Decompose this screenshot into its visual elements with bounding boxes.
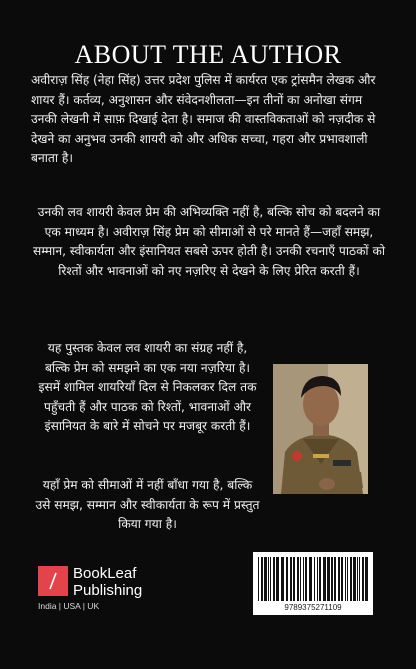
barcode-bar [305, 557, 307, 601]
publisher-name-line2: Publishing [73, 582, 143, 599]
barcode-bar [347, 557, 348, 601]
barcode-bar [341, 557, 343, 601]
barcode-bar [281, 557, 284, 601]
author-portrait-icon [273, 364, 368, 494]
barcode-bar [286, 557, 288, 601]
barcode-bar [309, 557, 312, 601]
barcode-bar [276, 557, 279, 601]
barcode-bar [317, 557, 318, 601]
bio-paragraph-1: अवीराज़ सिंह (नेहा सिंह) उत्तर प्रदेश पुलिस में कार्यरत एक ट्रांसमैन लेखक और शायर हैं। कर्तव्य, अनुशासन और संवेदनशीलता—इन तीनों का अनोखा संगम उनकी लेखनी में साफ़ दिखाई देता है। समाज की वास्तविकताओं को नज़दीक से देखने का अनुभव उनकी शायरी को और अधिक सच्चा, गहरा और प्रभावशाली बनाता है। [31, 73, 376, 166]
barcode-bar [297, 557, 299, 601]
barcode-bar [345, 557, 346, 601]
barcode-bar [273, 557, 275, 601]
barcode-bar [331, 557, 333, 601]
barcode-bar [268, 557, 269, 601]
barcode-bar [314, 557, 315, 601]
bio-paragraph-2: उनकी लव शायरी केवल प्रेम की अभिव्यक्ति नहीं है, बल्कि सोच को बदलने का एक माध्यम है। अवीराज़ सिंह प्रेम को सीमाओं से परे मानते हैं—जहाँ समझ, सम्मान, स्वीकार्यता और इंसानियत सबसे ऊपर होती है। उनकी रचनाएँ पाठकों को रिश्तों और भावनाओं को नए नज़रिए से देखने के लिए प्रेरित करती हैं। [33, 205, 385, 278]
barcode-bar [293, 557, 295, 601]
author-photo [273, 364, 368, 494]
page-title: ABOUT THE AUTHOR [74, 40, 342, 69]
isbn-number: 9789375271109 [284, 603, 342, 612]
barcode-bar [362, 557, 364, 601]
barcode-bar [300, 557, 301, 601]
barcode-bar [359, 557, 360, 601]
barcode-bar [357, 557, 358, 601]
barcode-bar [334, 557, 336, 601]
isbn-barcode [253, 552, 373, 615]
publisher-name [73, 565, 142, 599]
barcode-bar [323, 557, 326, 601]
barcode-bar [327, 557, 330, 601]
barcode-bar [264, 557, 267, 601]
publisher-regions: India | USA | UK [38, 601, 100, 611]
barcode-icon [258, 557, 368, 601]
barcode-bar [258, 557, 259, 601]
barcode-bar [353, 557, 356, 601]
barcode-bar [338, 557, 340, 601]
bio-paragraph-3: यह पुस्तक केवल लव शायरी का संग्रह नहीं है, बल्कि प्रेम को समझने का एक नया नज़रिया है। इसमें शामिल शायरियाँ दिल से निकलकर दिल तक पहुँचती हैं और पाठक को रिश्तों, भावनाओं और इंसानियत के बारे में सोचने पर मजबूर करती हैं। [38, 341, 257, 434]
barcode-bar [365, 557, 368, 601]
bio-paragraph-4: यहाँ प्रेम को सीमाओं में नहीं बाँधा गया है, बल्कि उसे समझ, सम्मान और स्वीकार्यता के रूप में प्रस्तुत किया गया है। [35, 478, 260, 532]
publisher-logo-icon [38, 566, 68, 596]
barcode-bar [261, 557, 263, 601]
barcode-bar [350, 557, 352, 601]
barcode-bar [319, 557, 321, 601]
barcode-bar [303, 557, 304, 601]
publisher-name-line1: BookLeaf [73, 565, 137, 582]
barcode-bar [290, 557, 292, 601]
barcode-bar [270, 557, 271, 601]
